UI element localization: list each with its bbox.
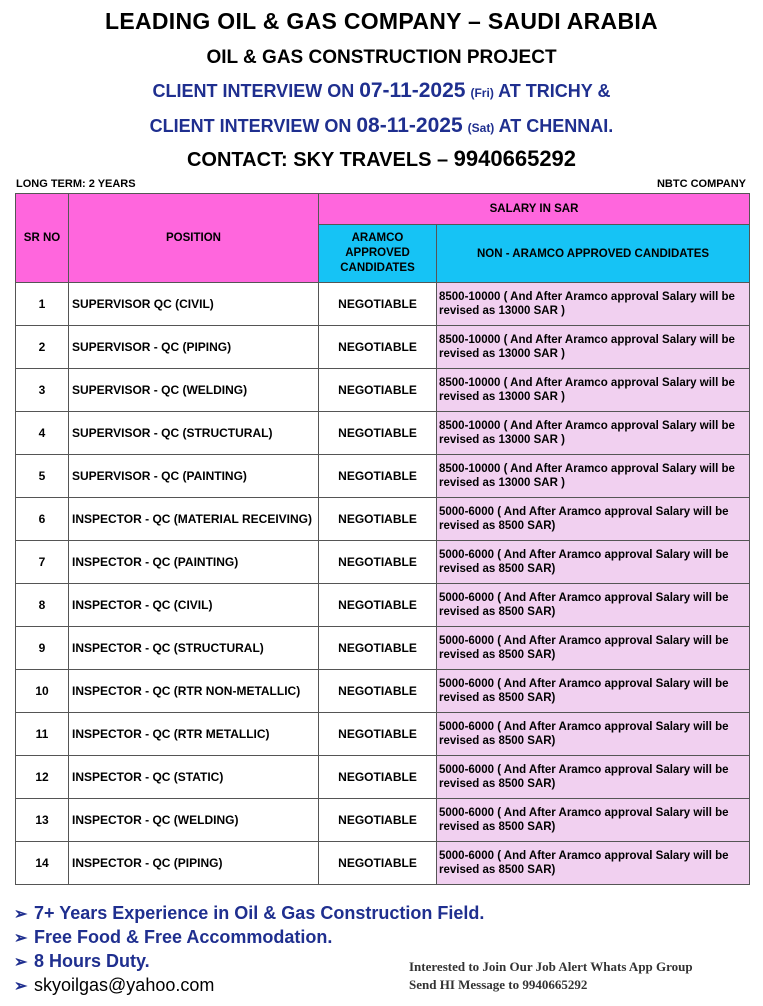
non-aramco-salary-cell: 5000-6000 ( And After Aramco approval Salary will be revised as 8500 SAR) (437, 842, 750, 885)
email-link[interactable]: skyoilgas@yahoo.com (34, 975, 215, 995)
table-row (16, 756, 750, 799)
sr-cell: 13 (16, 799, 69, 842)
table-row (16, 799, 750, 842)
non-aramco-salary-cell: 5000-6000 ( And After Aramco approval Salary will be revised as 8500 SAR) (437, 584, 750, 627)
header-aramco: ARAMCO APPROVED CANDIDATES (319, 225, 437, 283)
aramco-salary-cell: NEGOTIABLE (319, 541, 437, 584)
aramco-salary-cell: NEGOTIABLE (319, 627, 437, 670)
position-cell: SUPERVISOR - QC (WELDING) (69, 369, 319, 412)
aramco-salary-cell: NEGOTIABLE (319, 842, 437, 885)
interview-day: (Fri) (470, 86, 494, 100)
table-row (16, 369, 750, 412)
position-cell: INSPECTOR - QC (RTR NON-METALLIC) (69, 670, 319, 713)
arrow-bullet-icon: ➢ (14, 930, 28, 947)
sr-cell: 7 (16, 541, 69, 584)
sr-cell: 3 (16, 369, 69, 412)
position-cell: INSPECTOR - QC (STATIC) (69, 756, 319, 799)
sr-cell: 8 (16, 584, 69, 627)
sr-cell: 14 (16, 842, 69, 885)
company-label: NBTC COMPANY (656, 178, 746, 190)
position-cell: SUPERVISOR - QC (PIPING) (69, 326, 319, 369)
salary-table (15, 193, 750, 885)
table-row (16, 326, 750, 369)
headline: LEADING OIL & GAS COMPANY – SAUDI ARABIA (105, 8, 658, 34)
position-cell: INSPECTOR - QC (MATERIAL RECEIVING) (69, 498, 319, 541)
arrow-bullet-icon: ➢ (14, 906, 28, 923)
aramco-salary-cell: NEGOTIABLE (319, 713, 437, 756)
sr-cell: 6 (16, 498, 69, 541)
term-label: LONG TERM: 2 YEARS (16, 178, 136, 190)
non-aramco-salary-cell: 5000-6000 ( And After Aramco approval Salary will be revised as 8500 SAR) (437, 756, 750, 799)
interview-date: 08-11-2025 (356, 114, 463, 137)
position-cell: INSPECTOR - QC (RTR METALLIC) (69, 713, 319, 756)
table-row (16, 541, 750, 584)
position-cell: INSPECTOR - QC (CIVIL) (69, 584, 319, 627)
whatsapp-note (409, 958, 693, 994)
table-row (16, 670, 750, 713)
aramco-salary-cell: NEGOTIABLE (319, 584, 437, 627)
table-row (16, 842, 750, 885)
sr-cell: 12 (16, 756, 69, 799)
position-cell: SUPERVISOR - QC (PAINTING) (69, 455, 319, 498)
interview-line-chennai (0, 114, 763, 138)
header-salary: SALARY IN SAR (319, 194, 750, 225)
contact-label: CONTACT: SKY TRAVELS – (186, 149, 454, 171)
sr-cell: 11 (16, 713, 69, 756)
non-aramco-salary-cell: 5000-6000 ( And After Aramco approval Salary will be revised as 8500 SAR) (437, 498, 750, 541)
benefit-text: 7+ Years Experience in Oil & Gas Construction Field. (34, 903, 485, 923)
interview-location: AT CHENNAI. (494, 116, 614, 136)
aramco-salary-cell: NEGOTIABLE (319, 498, 437, 541)
aramco-salary-cell: NEGOTIABLE (319, 670, 437, 713)
benefit-item (14, 901, 484, 925)
position-cell: SUPERVISOR QC (CIVIL) (69, 283, 319, 326)
sr-cell: 1 (16, 283, 69, 326)
aramco-salary-cell: NEGOTIABLE (319, 369, 437, 412)
benefit-text: 8 Hours Duty. (34, 951, 150, 971)
aramco-salary-cell: NEGOTIABLE (319, 756, 437, 799)
position-cell: INSPECTOR - QC (WELDING) (69, 799, 319, 842)
header-non-aramco: NON - ARAMCO APPROVED CANDIDATES (437, 225, 750, 283)
sr-cell: 2 (16, 326, 69, 369)
non-aramco-salary-cell: 5000-6000 ( And After Aramco approval Salary will be revised as 8500 SAR) (437, 627, 750, 670)
benefit-item (14, 925, 484, 949)
interview-line-trichy (0, 79, 763, 103)
non-aramco-salary-cell: 8500-10000 ( And After Aramco approval Salary will be revised as 13000 SAR ) (437, 326, 750, 369)
position-cell: INSPECTOR - QC (STRUCTURAL) (69, 627, 319, 670)
project-title: OIL & GAS CONSTRUCTION PROJECT (206, 47, 557, 68)
non-aramco-salary-cell: 5000-6000 ( And After Aramco approval Salary will be revised as 8500 SAR) (437, 713, 750, 756)
interview-day: (Sat) (467, 121, 495, 135)
sr-cell: 5 (16, 455, 69, 498)
interview-date: 07-11-2025 (359, 79, 466, 102)
table-row (16, 713, 750, 756)
non-aramco-salary-cell: 8500-10000 ( And After Aramco approval Salary will be revised as 13000 SAR ) (437, 412, 750, 455)
non-aramco-salary-cell: 8500-10000 ( And After Aramco approval Salary will be revised as 13000 SAR ) (437, 455, 750, 498)
non-aramco-salary-cell: 5000-6000 ( And After Aramco approval Salary will be revised as 8500 SAR) (437, 541, 750, 584)
aramco-salary-cell: NEGOTIABLE (319, 455, 437, 498)
table-row (16, 283, 750, 326)
aramco-salary-cell: NEGOTIABLE (319, 283, 437, 326)
table-row (16, 498, 750, 541)
position-cell: INSPECTOR - QC (PIPING) (69, 842, 319, 885)
sr-cell: 4 (16, 412, 69, 455)
interview-prefix: CLIENT INTERVIEW ON (149, 116, 357, 136)
sr-cell: 10 (16, 670, 69, 713)
note-line: Interested to Join Our Job Alert Whats App Group (409, 959, 693, 974)
sr-cell: 9 (16, 627, 69, 670)
non-aramco-salary-cell: 5000-6000 ( And After Aramco approval Salary will be revised as 8500 SAR) (437, 670, 750, 713)
table-row (16, 455, 750, 498)
position-cell: SUPERVISOR - QC (STRUCTURAL) (69, 412, 319, 455)
benefit-text: Free Food & Free Accommodation. (34, 927, 333, 947)
non-aramco-salary-cell: 8500-10000 ( And After Aramco approval Salary will be revised as 13000 SAR ) (437, 369, 750, 412)
position-cell: INSPECTOR - QC (PAINTING) (69, 541, 319, 584)
note-line: Send HI Message to 9940665292 (409, 977, 588, 992)
header-sr-no: SR NO (16, 194, 69, 283)
arrow-bullet-icon: ➢ (14, 954, 28, 971)
table-row (16, 412, 750, 455)
table-row (16, 584, 750, 627)
interview-location: AT TRICHY & (493, 81, 611, 101)
aramco-salary-cell: NEGOTIABLE (319, 412, 437, 455)
arrow-bullet-icon: ➢ (14, 978, 28, 995)
contact-line (0, 146, 763, 172)
aramco-salary-cell: NEGOTIABLE (319, 326, 437, 369)
aramco-salary-cell: NEGOTIABLE (319, 799, 437, 842)
contact-phone: 9940665292 (453, 146, 577, 171)
non-aramco-salary-cell: 5000-6000 ( And After Aramco approval Salary will be revised as 8500 SAR) (437, 799, 750, 842)
table-row (16, 627, 750, 670)
non-aramco-salary-cell: 8500-10000 ( And After Aramco approval Salary will be revised as 13000 SAR ) (437, 283, 750, 326)
header-position: POSITION (69, 194, 319, 283)
interview-prefix: CLIENT INTERVIEW ON (152, 81, 360, 101)
